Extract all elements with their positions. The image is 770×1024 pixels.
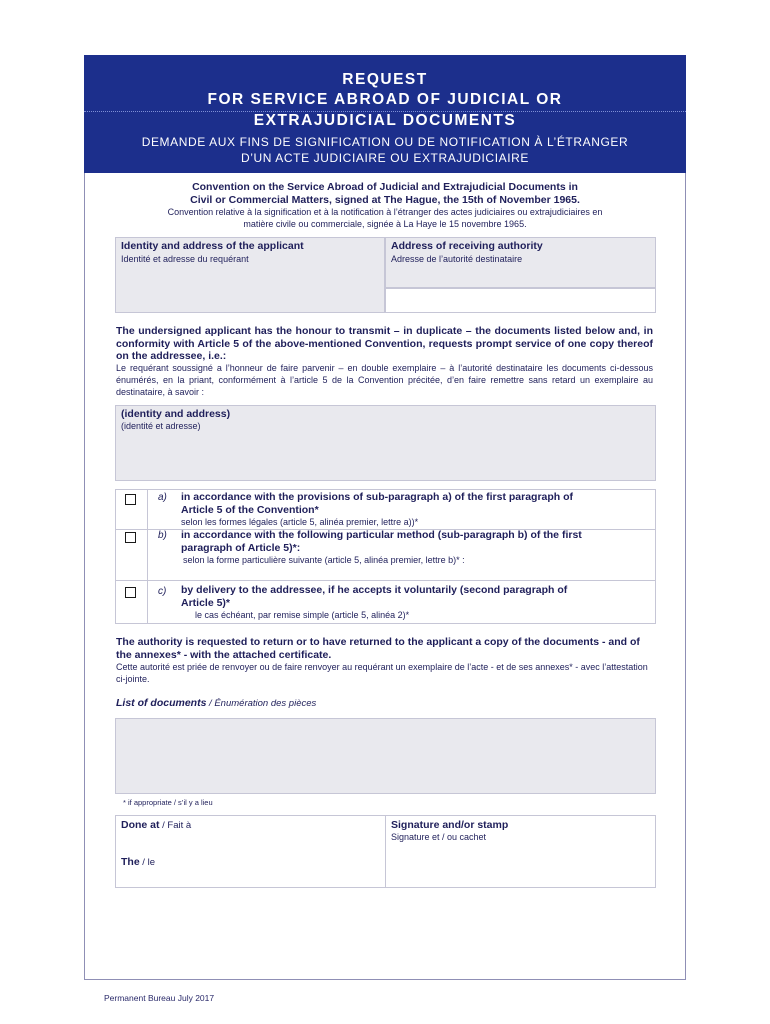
option-c-text-fr: le cas échéant, par remise simple (article 5, alinéa 2)*	[195, 610, 410, 620]
convention-title-en	[110, 181, 660, 207]
authority-field[interactable]	[385, 289, 656, 313]
footer-text: Permanent Bureau July 2017	[104, 993, 215, 1003]
option-a-en-line-1: in accordance with the provisions of sub-paragraph a) of the first paragraph of	[181, 491, 574, 503]
convention-en-line-1: Convention on the Service Abroad of Judicial and Extrajudicial Documents in	[192, 181, 578, 193]
option-a-letter: a)	[158, 492, 167, 503]
documents-heading	[116, 697, 316, 709]
addressee-sublabel: (identité et adresse)	[121, 421, 201, 431]
option-c-text-en	[181, 584, 651, 609]
return-request-en: The authority is requested to return or to have returned to the applicant a copy of the documents - and of the annexes* - with the attached certificate.	[116, 636, 640, 661]
footnote: * if appropriate / s’il y a lieu	[123, 798, 213, 807]
option-c-en-line-2: Article 5)*	[181, 596, 231, 609]
options-row-divider-2	[115, 580, 656, 581]
option-c-checkbox[interactable]	[125, 587, 136, 598]
option-b-letter: b)	[158, 530, 167, 541]
option-c-en-line-1: by delivery to the addressee, if he accepts it voluntarily (second paragraph of	[181, 584, 568, 596]
authority-sublabel: Adresse de l’autorité destinataire	[391, 254, 523, 264]
date-label-fr: / le	[139, 857, 155, 868]
applicant-sublabel: Identité et adresse du requérant	[121, 254, 249, 264]
addressee-label: (identity and address)	[121, 408, 231, 420]
convention-fr-line-1: Convention relative à la signification et à la notification à l’étranger des actes judiciaires ou extrajudiciaires en	[167, 207, 603, 217]
option-a-text-fr: selon les formes légales (article 5, alinéa premier, lettre a))*	[181, 517, 419, 527]
done-at-field[interactable]	[180, 817, 380, 835]
option-b-en-line-2: paragraph of Article 5)*:	[181, 541, 301, 554]
date-label	[121, 856, 155, 868]
signature-field[interactable]	[386, 845, 655, 887]
title-banner	[84, 55, 686, 173]
option-a-text-en	[181, 491, 651, 516]
transmit-text-en: The undersigned applicant has the honour to transmit – in duplicate – the documents listed below and, in conformity with Article 5 of the above-mentioned Convention, requests prompt service of one copy thereof on the addressee, i.e.:	[116, 325, 653, 362]
return-request-fr: Cette autorité est priée de renvoyer ou de faire renvoyer au requérant un exemplaire de l’acte - et de ses annexes* - avec l’attestation ci-jointe.	[116, 662, 648, 684]
signature-sublabel: Signature et / ou cachet	[391, 832, 487, 842]
convention-fr-line-2: matière civile ou commerciale, signée à La Haye le 15 novembre 1965.	[243, 218, 527, 229]
option-b-text-fr: selon la forme particulière suivante (article 5, alinéa premier, lettre b)* :	[183, 555, 465, 565]
documents-label: List of documents	[116, 697, 207, 709]
title-line-2: FOR SERVICE ABROAD OF JUDICIAL OR	[207, 91, 563, 108]
done-at-label-en: Done at	[121, 819, 160, 831]
option-b-checkbox[interactable]	[125, 532, 136, 543]
transmit-text-fr: Le requérant soussigné a l’honneur de faire parvenir – en double exemplaire – à l’autorité destinataire les documents ci-dessous énumérés, en la priant, conformément à l’article 5 de la Convention précitée, d’en faire remettre sans retard un exemplaire au destinataire, à savoir :	[116, 363, 653, 397]
option-a-checkbox[interactable]	[125, 494, 136, 505]
signature-label: Signature and/or stamp	[391, 819, 509, 831]
authority-label: Address of receiving authority	[391, 240, 543, 252]
option-b-text-en	[181, 529, 651, 554]
option-b-en-line-1: in accordance with the following particular method (sub-paragraph b) of the first	[181, 529, 582, 541]
date-label-en: The	[121, 856, 140, 868]
applicant-label: Identity and address of the applicant	[121, 240, 304, 252]
convention-title-fr	[110, 207, 660, 230]
option-c-letter: c)	[158, 586, 167, 597]
documents-field[interactable]	[115, 718, 656, 794]
title-line-1: REQUEST	[342, 71, 428, 88]
subtitle-line-2: D’UN ACTE JUDICIAIRE OU EXTRAJUDICIAIRE	[240, 151, 530, 165]
documents-label-fr: / Énumération des pièces	[206, 698, 317, 709]
options-column-divider	[147, 489, 148, 624]
subtitle-line-1: DEMANDE AUX FINS DE SIGNIFICATION OU DE NOTIFICATION À L’ÉTRANGER	[141, 135, 629, 149]
date-field[interactable]	[160, 854, 380, 872]
option-a-en-line-2: Article 5 of the Convention*	[181, 503, 319, 516]
convention-en-line-2: Civil or Commercial Matters, signed at The Hague, the 15th of November 1965.	[190, 194, 580, 206]
title-line-3: EXTRAJUDICIAL DOCUMENTS	[253, 112, 517, 129]
done-at-label-fr: / Fait à	[159, 820, 192, 831]
